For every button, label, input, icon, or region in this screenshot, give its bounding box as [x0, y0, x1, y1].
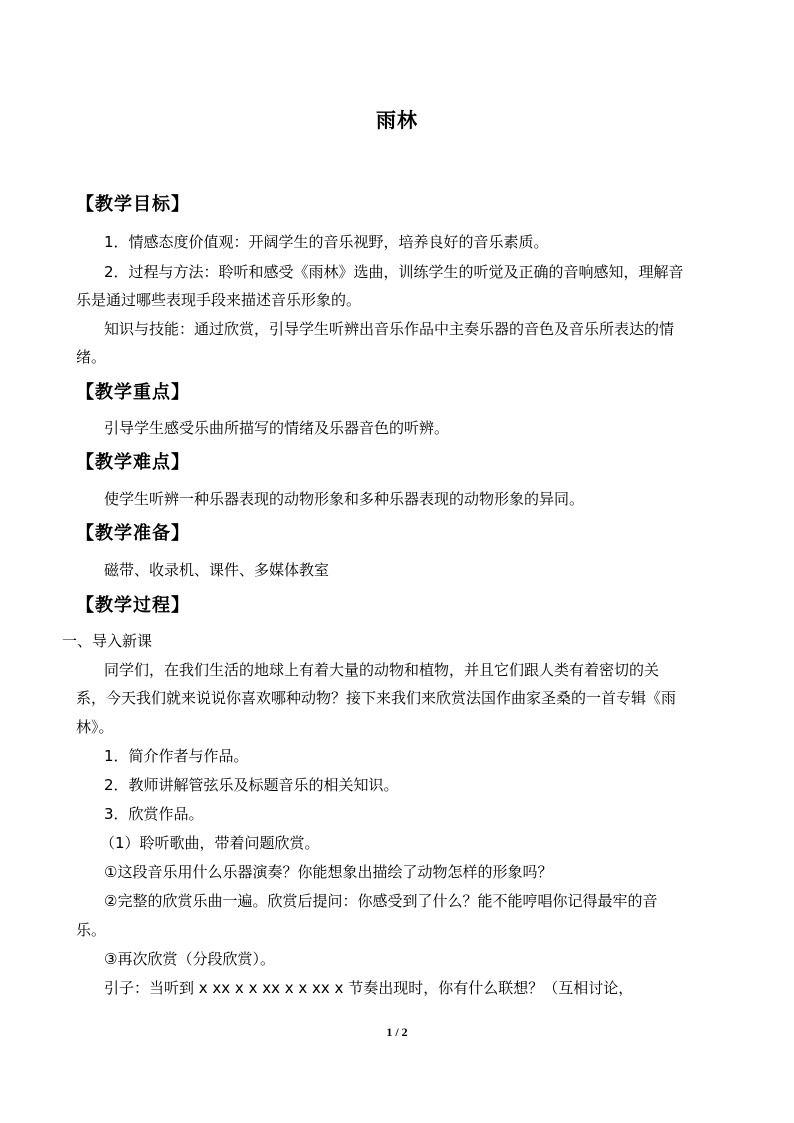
paragraph: 同学们，在我们生活的地球上有着大量的动物和植物，并且它们跟人类有着密切的关: [104, 661, 660, 679]
heading-preparation: 【教学准备】: [76, 523, 190, 544]
paragraph: 乐。: [76, 921, 107, 939]
list-item: 3．欣赏作品。: [104, 805, 204, 823]
paragraph: 使学生听辨一种乐器表现的动物形象和多种乐器表现的动物形象的异同。: [104, 490, 585, 508]
list-item: 1．简介作者与作品。: [104, 747, 249, 765]
page-title: 雨林: [376, 108, 418, 132]
list-item: ③再次欣赏（分段欣赏）。: [104, 950, 275, 968]
paragraph: 引导学生感受乐曲所描写的情绪及乐器音色的听辨。: [104, 419, 450, 437]
heading-goals: 【教学目标】: [76, 194, 190, 215]
heading-difficulties: 【教学难点】: [76, 452, 190, 473]
list-item: 2．教师讲解管弦乐及标题音乐的相关知识。: [104, 776, 399, 794]
list-item: ①这段音乐用什么乐器演奏？你能想象出描绘了动物怎样的形象吗？: [104, 863, 553, 881]
paragraph: 引子：当听到 x xx x x xx x x xx x 节奏出现时，你有什么联想？（互相讨论，: [104, 979, 634, 997]
subheading: 一、导入新课: [62, 632, 153, 650]
heading-process: 【教学过程】: [76, 595, 190, 616]
paragraph: 林》。: [76, 718, 114, 736]
paragraph: 磁带、收录机、课件、多媒体教室: [104, 561, 330, 579]
list-item: ②完整的欣赏乐曲一遍。欣赏后提问：你感受到了什么？能不能哼唱你记得最牢的音: [104, 892, 658, 910]
paragraph: 1．情感态度价值观：开阔学生的音乐视野，培养良好的音乐素质。: [104, 233, 549, 251]
paragraph: 系，今天我们就来说说你喜欢哪种动物？接下来我们来欣赏法国作曲家圣桑的一首专辑《雨: [76, 689, 677, 707]
heading-key-points: 【教学重点】: [76, 382, 190, 403]
paragraph: 知识与技能：通过欣赏，引导学生听辨出音乐作品中主奏乐器的音色及音乐所表达的情: [104, 320, 675, 338]
paragraph: 乐是通过哪些表现手段来描述音乐形象的。: [76, 291, 362, 309]
page-number: 1 / 2: [386, 1025, 408, 1039]
paragraph: 绪。: [76, 348, 107, 366]
paragraph: 2．过程与方法：聆听和感受《雨林》选曲，训练学生的听觉及正确的音响感知，理解音: [104, 263, 684, 281]
list-item: （1）聆听歌曲，带着问题欣赏。: [100, 834, 320, 852]
